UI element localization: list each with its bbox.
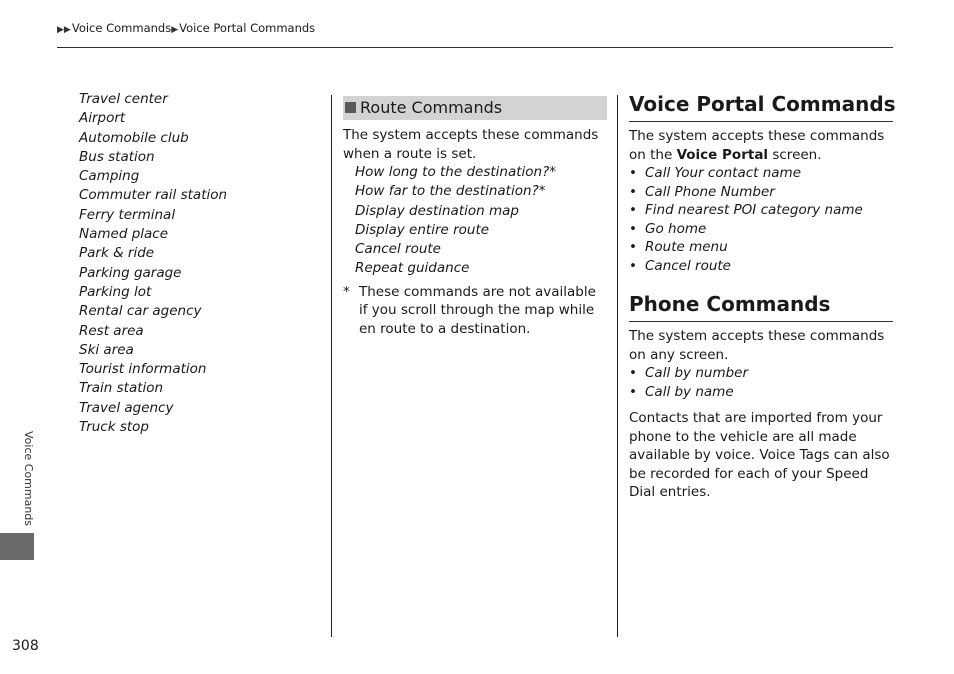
list-item: Bus station [79,148,155,165]
list-item: Travel center [79,91,168,107]
list-item: Tourist information [79,361,207,378]
list-item: Park & ride [79,245,155,262]
voice-portal-intro [629,127,893,164]
command-item: Call Phone Number [645,183,775,200]
square-bullet-icon [345,102,356,113]
chapter-tab [0,533,34,560]
list-item: Rest area [79,322,144,339]
list-item: Commuter rail station [79,187,228,204]
command-item: Call Your contact name [645,165,802,181]
footnote [343,283,607,339]
command-item: Call by name [645,383,734,400]
phone-body: Contacts that are imported from your phone to the vehicle are all made available by voice. Voice Tags can also be recorded for each of your Speed Dial entries. [629,410,890,500]
breadcrumb-item[interactable]: Voice Commands [71,21,172,35]
bullet-icon: • [629,239,637,255]
footnote-mark: * [343,283,350,300]
list-item: Truck stop [79,419,149,436]
triangle-right-icon: ▶▶ [57,25,71,35]
heading-rule [629,121,893,122]
voice-portal-heading: Voice Portal Commands [629,92,896,116]
list-item [629,164,893,183]
list-item: Travel agency [79,399,174,416]
list-item: Rental car agency [79,303,202,320]
bullet-icon: • [629,202,637,218]
list-item: Parking garage [79,264,182,281]
section-heading [343,96,607,120]
page-number: 308 [12,638,39,654]
command-item: Route menu [645,239,728,255]
bullet-icon: • [629,220,637,237]
command-item: Cancel route [355,241,441,258]
right-column [629,91,896,502]
list-item: Ferry terminal [79,206,176,223]
heading-rule [629,321,893,322]
footnote-text: These commands are not available if you scroll through the map while en route to a destination. [359,283,596,337]
header-rule [57,47,893,48]
command-item: Find nearest POI category name [645,202,863,218]
bullet-icon: • [629,165,637,181]
list-item [629,238,893,257]
voice-portal-term: Voice Portal [676,146,769,163]
bullet-icon: • [629,365,637,381]
column-divider [617,95,618,637]
phone-commands-heading: Phone Commands [629,292,831,316]
command-item: Repeat guidance [355,260,470,277]
list-item: Parking lot [79,283,152,300]
intro-text: The system accepts these commands on the [629,128,885,163]
bullet-icon: • [629,183,637,200]
list-item [629,364,893,383]
list-item [629,220,893,239]
poi-category-list [79,90,227,437]
list-item [629,257,893,276]
column-divider [331,95,332,637]
phone-intro: The system accepts these commands on any screen. [629,328,885,363]
breadcrumb [57,21,315,35]
list-item: Train station [79,380,164,397]
command-item: Call by number [645,365,749,381]
command-item: How far to the destination?* [355,183,546,200]
intro-text: screen. [768,146,822,163]
list-item: Airport [79,110,126,127]
route-intro: The system accepts these commands when a route is set. [343,127,599,162]
list-item: Named place [79,226,169,243]
bullet-icon: • [629,383,637,400]
bullet-icon: • [629,257,637,274]
list-item [629,383,893,402]
command-item: How long to the destination?* [355,164,557,180]
list-item [629,183,893,202]
breadcrumb-item[interactable]: Voice Portal Commands [179,21,316,35]
command-item: Go home [645,220,707,237]
list-item: Automobile club [79,129,189,146]
command-item: Cancel route [645,257,731,274]
chapter-side-label: Voice Commands [22,431,35,527]
list-item [629,201,893,220]
list-item: Ski area [79,341,134,358]
section-heading-text: Route Commands [360,98,503,117]
triangle-right-icon: ▶ [171,25,179,35]
route-commands-section [343,96,607,338]
list-item: Camping [79,168,140,185]
command-item: Display destination map [355,202,519,219]
command-item: Display entire route [355,221,490,238]
